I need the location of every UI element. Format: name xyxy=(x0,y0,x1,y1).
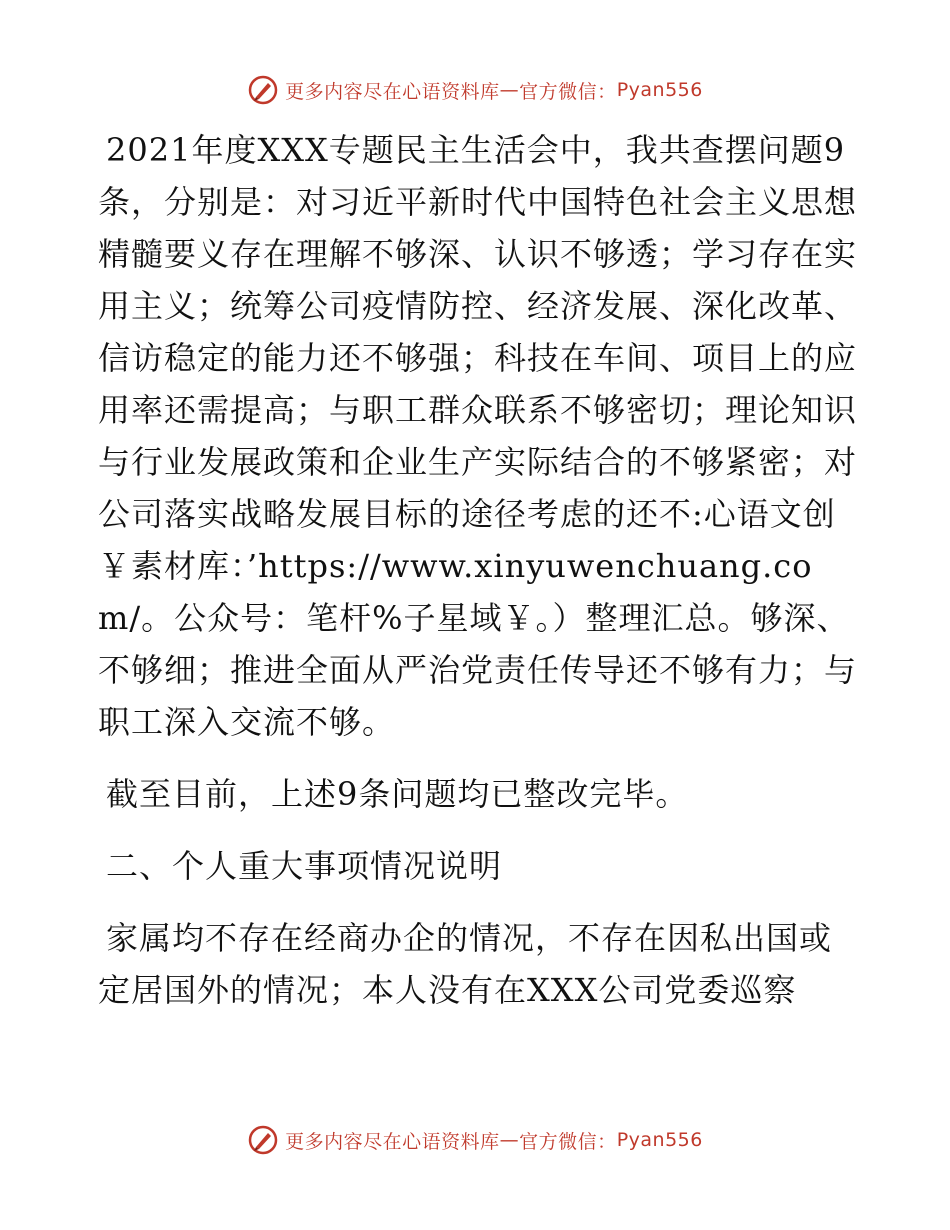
footer-watermark xyxy=(0,1120,950,1160)
watermark-main-text: 更多内容尽在心语资料库 xyxy=(285,1130,500,1153)
paragraph-rectification: 截至目前，上述9条问题均已整改完毕。 xyxy=(106,775,689,813)
paragraph-problems: 2021年度XXX专题民主生活会中，我共查摆问题9条，分别是：对习近平新时代中国特色社会主义思想精髓要义存在理解不够深、认识不够透；学习存在实用主义；统筹公司疫情防控、经济发展、深化改革、信访稳定的能力还不够强；科技在车间、项目上的应用率还需提高；与职工群众联系不够密切；理论知识与行业发展政策和企业生产实际结合的不够紧密；对公司落实战略发展目标的途径考虑的还不:心语文创￥素材库：’https://www.xinyuwenchuang.com/。公众号：笔杆%子星域￥。）整理汇总。够深、不够细；推进全面从严治党责任传导还不够有力；与职工深入交流不够。 xyxy=(98,131,858,741)
document-body xyxy=(98,124,858,1016)
watermark-dash: — xyxy=(499,1129,520,1151)
header-watermark xyxy=(0,70,950,110)
watermark-account: Pyan556 xyxy=(616,79,703,101)
watermark-sub-text: 官方微信： xyxy=(519,80,617,103)
watermark-sub-text: 官方微信： xyxy=(519,1130,617,1153)
pen-logo-icon xyxy=(247,74,279,106)
section-heading-personal-matters: 二、个人重大事项情况说明 xyxy=(106,847,503,885)
pen-logo-icon xyxy=(247,1124,279,1156)
watermark-account: Pyan556 xyxy=(616,1129,703,1151)
paragraph-family: 家属均不存在经商办企的情况，不存在因私出国或定居国外的情况；本人没有在XXX公司党委巡察 xyxy=(98,919,833,1009)
watermark-main-text: 更多内容尽在心语资料库 xyxy=(285,80,500,103)
watermark-dash: — xyxy=(499,79,520,101)
